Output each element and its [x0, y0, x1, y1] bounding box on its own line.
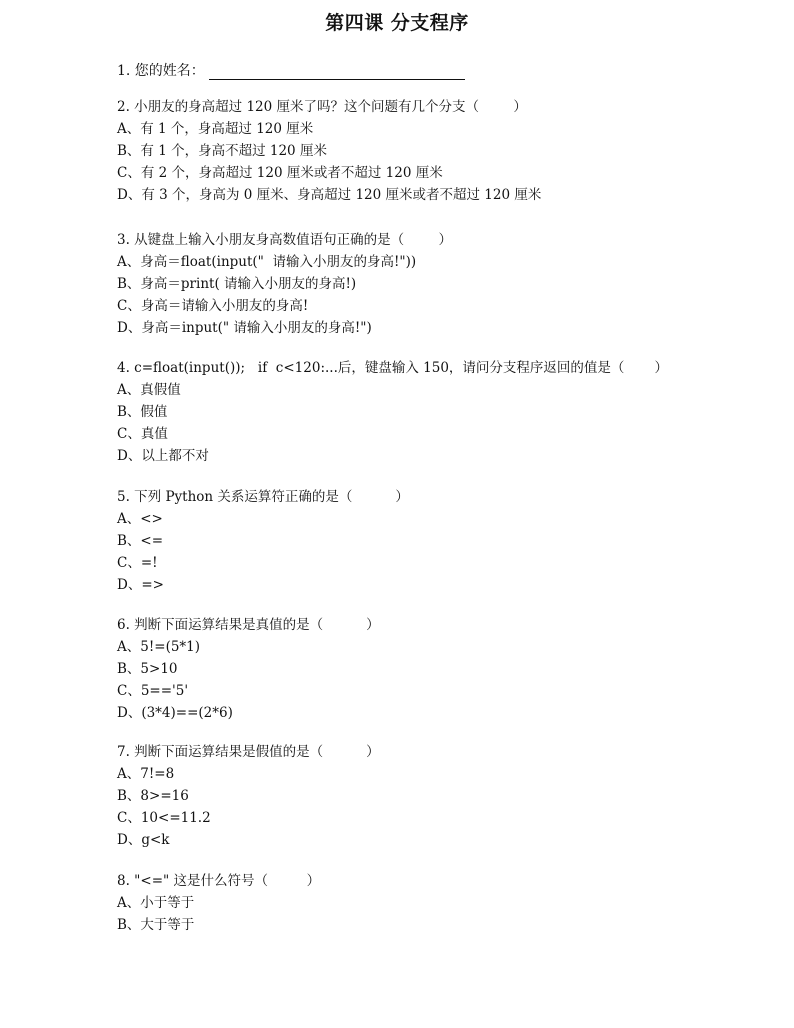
option-b: B、身高＝print( 请输入小朋友的身高!): [117, 276, 357, 292]
option-a: A、7!=8: [117, 766, 175, 782]
question-stem: 3. 从键盘上输入小朋友身高数值语句正确的是（ ）: [117, 232, 453, 248]
option-b: B、8>=16: [117, 788, 189, 804]
option-c: C、=!: [117, 555, 158, 571]
option-d: D、身高＝input(" 请输入小朋友的身高!"): [117, 320, 372, 336]
question-6: [117, 614, 380, 724]
question-8: [117, 870, 320, 936]
question-stem: 5. 下列 Python 关系运算符正确的是（ ）: [117, 489, 409, 505]
option-a: A、小于等于: [117, 895, 195, 911]
option-b: B、大于等于: [117, 917, 195, 933]
question-4: [117, 357, 668, 467]
question-stem: 8. "<=" 这是什么符号（ ）: [117, 873, 321, 889]
question-5: [117, 486, 409, 596]
question-3: [117, 229, 452, 339]
question-2: [117, 96, 541, 206]
option-b: B、5>10: [117, 661, 178, 677]
question-7: [117, 741, 380, 851]
option-a: A、有 1 个，身高超过 120 厘米: [117, 121, 314, 137]
option-d: D、有 3 个，身高为 0 厘米、身高超过 120 厘米或者不超过 120 厘米: [117, 187, 542, 203]
option-a: A、5!=(5*1): [117, 639, 201, 655]
option-d: D、(3*4)==(2*6): [117, 705, 233, 721]
name-blank-field[interactable]: [209, 63, 465, 80]
question-stem: 2. 小朋友的身高超过 120 厘米了吗？这个问题有几个分支（ ）: [117, 99, 527, 115]
option-c: C、身高＝请输入小朋友的身高!: [117, 298, 309, 314]
option-d: D、=>: [117, 577, 164, 593]
option-c: C、5=='5': [117, 683, 189, 699]
name-question: [117, 60, 465, 80]
option-b: B、<=: [117, 533, 164, 549]
option-c: C、10<=11.2: [117, 810, 211, 826]
option-d: D、以上都不对: [117, 448, 209, 464]
question-stem: 4. c=float(input()); if c<120:...后，键盘输入 150，请问分支程序返回的值是（ ）: [117, 360, 668, 376]
option-a: A、身高＝float(input(" 请输入小朋友的身高!")): [117, 254, 417, 270]
option-b: B、有 1 个，身高不超过 120 厘米: [117, 143, 327, 159]
option-a: A、真假值: [117, 382, 181, 398]
option-b: B、假值: [117, 404, 168, 420]
option-d: D、g<k: [117, 832, 170, 848]
question-stem: 7. 判断下面运算结果是假值的是（ ）: [117, 744, 380, 760]
option-c: C、有 2 个，身高超过 120 厘米或者不超过 120 厘米: [117, 165, 443, 181]
page-title: 第四课 分支程序: [325, 12, 469, 34]
option-a: A、<>: [117, 511, 163, 527]
name-prompt: 1. 您的姓名：: [117, 63, 205, 79]
question-stem: 6. 判断下面运算结果是真值的是（ ）: [117, 617, 380, 633]
option-c: C、真值: [117, 426, 168, 442]
